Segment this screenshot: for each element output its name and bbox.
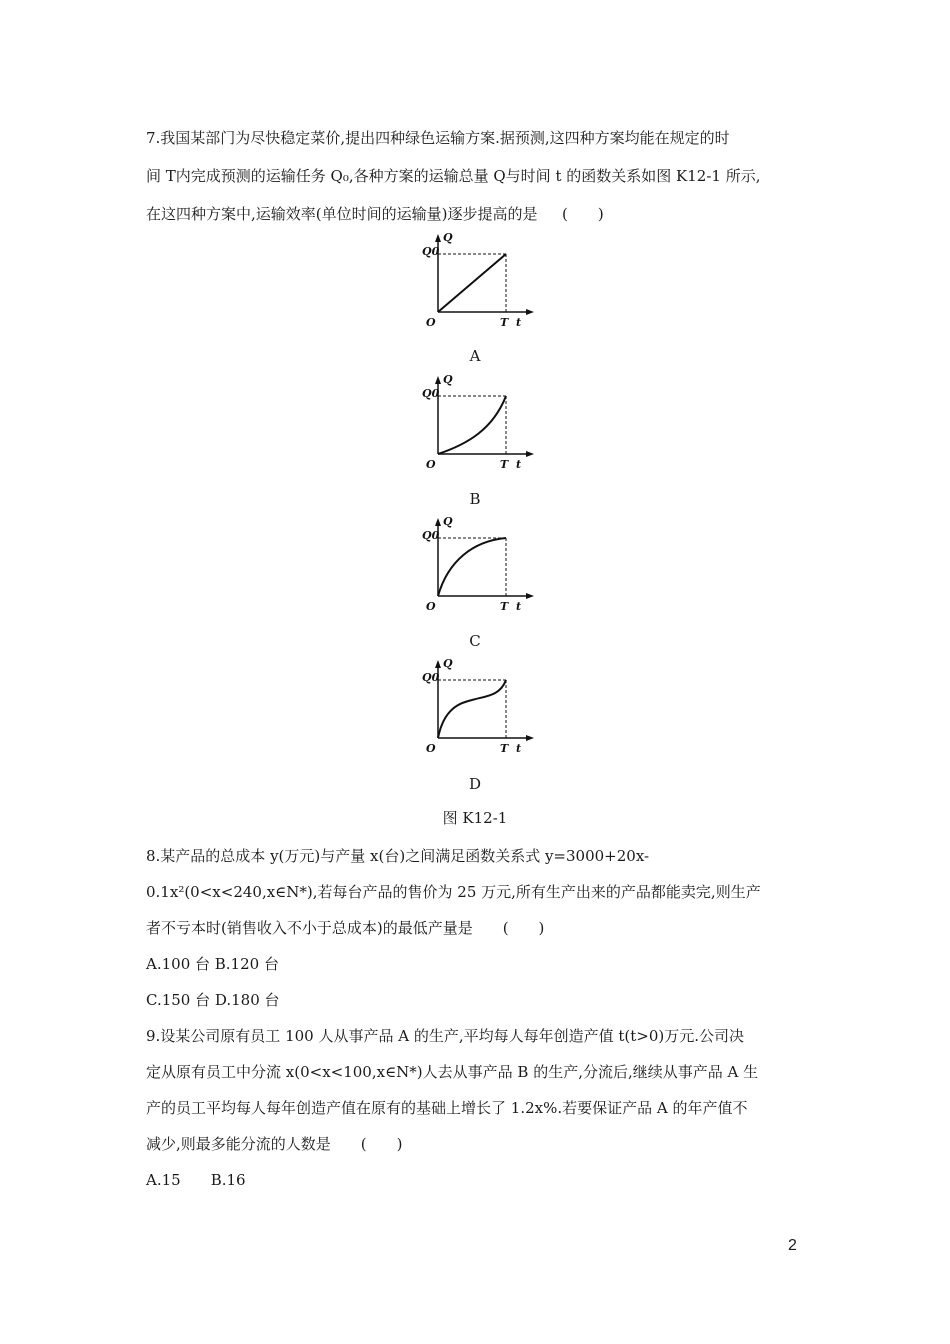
q7-line-3: 在这四种方案中,运输效率(单位时间的运输量)逐步提高的是 ( ) <box>146 205 604 223</box>
graph-a-t-end-label: T <box>500 316 509 329</box>
graph-b-q-label: Q <box>443 373 453 386</box>
graph-c-q0-label: Q0 <box>422 529 440 542</box>
graph-d <box>418 657 538 755</box>
graph-a-y-arrow <box>435 234 441 242</box>
graph-b-t-end-label: T <box>500 458 509 471</box>
graph-b-q0-label: Q0 <box>422 387 440 400</box>
q7-line-2: 间 T内完成预测的运输任务 Q₀,各种方案的运输总量 Q与时间 t 的函数关系如图 K12-1 所示, <box>146 167 761 185</box>
graph-c-y-arrow <box>435 518 441 526</box>
graph-b-x-arrow <box>526 451 534 457</box>
q8-line-1: 8.某产品的总成本 y(万元)与产量 x(台)之间满足函数关系式 y=3000+20x- <box>146 847 650 865</box>
graph-a-curve <box>438 254 506 312</box>
graph-a-q-label: Q <box>443 231 453 244</box>
graph-a <box>418 231 538 329</box>
graph-c-origin-label: O <box>426 600 436 613</box>
graph-a-caption: A <box>469 347 481 365</box>
graph-a-origin-label: O <box>426 316 436 329</box>
graph-b-svg <box>418 373 538 471</box>
graph-b-curve <box>438 396 506 454</box>
graph-c-x-arrow <box>526 593 534 599</box>
q9-line-2: 定从原有员工中分流 x(0<x<100,x∈N*)人去从事产品 B 的生产,分流后,继续从事产品 A 生 <box>146 1063 759 1081</box>
q9-line-3: 产的员工平均每人每年创造产值在原有的基础上增长了 1.2x%.若要保证产品 A 的年产值不 <box>146 1099 748 1117</box>
graph-d-origin-label: O <box>426 742 436 755</box>
graph-d-curve <box>438 680 506 738</box>
page-number: 2 <box>788 1237 797 1254</box>
q9-line-4: 减少,则最多能分流的人数是 ( ) <box>146 1135 403 1153</box>
graph-a-t-label: t <box>516 316 522 329</box>
q9-options-ab: A.15 B.16 <box>146 1171 246 1189</box>
graph-a-svg <box>418 231 538 329</box>
graph-c-caption: C <box>469 632 481 650</box>
q8-options-ab: A.100 台 B.120 台 <box>146 955 279 973</box>
graph-a-x-arrow <box>526 309 534 315</box>
graph-c-curve <box>438 538 506 596</box>
q7-line-1: 7.我国某部门为尽快稳定菜价,提出四种绿色运输方案.据预测,这四种方案均能在规定的时 <box>146 129 730 147</box>
q8-line-2: 0.1x²(0<x<240,x∈N*),若每台产品的售价为 25 万元,所有生产出来的产品都能卖完,则生产 <box>146 883 761 901</box>
graph-c-svg <box>418 515 538 613</box>
graph-c-q-label: Q <box>443 515 453 528</box>
graph-c-t-label: t <box>516 600 522 613</box>
graph-c-t-end-label: T <box>500 600 509 613</box>
graph-d-caption: D <box>468 775 482 793</box>
graph-d-svg <box>418 657 538 755</box>
graph-d-x-arrow <box>526 735 534 741</box>
graph-d-y-arrow <box>435 660 441 668</box>
graph-b-origin-label: O <box>426 458 436 471</box>
graph-b <box>418 373 538 471</box>
graph-b-t-label: t <box>516 458 522 471</box>
q8-line-3: 者不亏本时(销售收入不小于总成本)的最低产量是 ( ) <box>146 919 545 937</box>
q8-options-cd: C.150 台 D.180 台 <box>146 991 280 1009</box>
q9-line-1: 9.设某公司原有员工 100 人从事产品 A 的生产,平均每人每年创造产值 t(t>0)万元.公司决 <box>146 1027 745 1045</box>
graph-d-q-label: Q <box>443 657 453 670</box>
graph-c <box>418 515 538 613</box>
graph-d-t-end-label: T <box>500 742 509 755</box>
graph-b-caption: B <box>469 490 481 508</box>
graph-b-y-arrow <box>435 376 441 384</box>
graph-d-t-label: t <box>516 742 522 755</box>
graph-d-q0-label: Q0 <box>422 671 440 684</box>
graph-a-q0-label: Q0 <box>422 245 440 258</box>
figure-caption: 图 K12-1 <box>442 809 508 827</box>
